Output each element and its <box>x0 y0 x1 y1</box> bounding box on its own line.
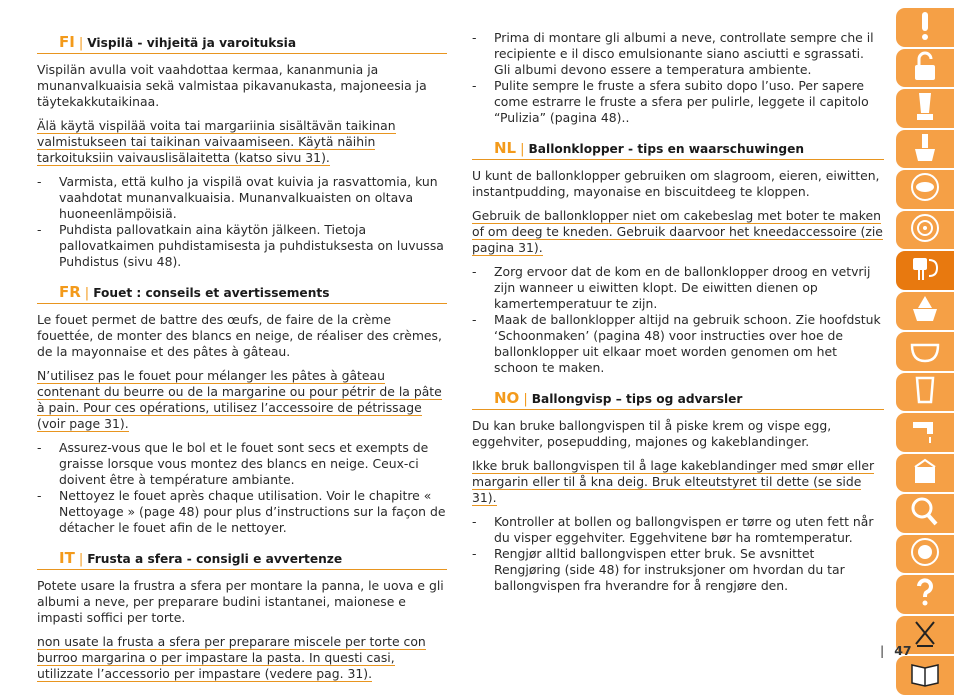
section-title: Fouet : conseils et avertissements <box>93 286 330 300</box>
right-column <box>472 30 884 608</box>
list-item: - Pulite sempre le fruste a sfera subito dopo l’uso. Per sapere come estrarre le fruste a sfera per pulirle, leggete il capitolo “Pulizia” (pagina 48).. <box>472 78 884 126</box>
section-title: Vispilä - vihjeitä ja varoituksia <box>87 36 297 50</box>
heading-separator: | <box>520 142 525 157</box>
section-it <box>37 550 447 682</box>
tab-magnifier <box>896 494 954 533</box>
language-code: IT <box>59 549 75 567</box>
tab-measuring-jug <box>896 373 954 412</box>
section-fr <box>37 284 447 536</box>
bullet-list <box>472 514 884 594</box>
whisk-icon <box>907 252 943 288</box>
padlock-icon <box>907 50 943 86</box>
tab-blender-jug <box>896 89 954 128</box>
bullet-list <box>472 264 884 376</box>
bowl-icon <box>907 333 943 369</box>
tab-storage-box <box>896 454 954 493</box>
list-item: - Puhdista pallovatkain aina käytön jälkeen. Tietoja pallovatkaimen puhdistamisesta ja puhdistuksesta on luvussa Puhdistus (sivu 48). <box>37 222 447 270</box>
section-title: Frusta a sfera - consigli e avvertenze <box>87 552 343 566</box>
crossed-bin-icon <box>907 617 943 653</box>
list-item: - Maak de ballonklopper altijd na gebruik schoon. Zie hoofdstuk ‘Schoonmaken’ (pagina 48) voor instructies over hoe de ballonklopper uit elkaar moet worden genomen om het schoon te maken. <box>472 312 884 376</box>
magnifier-icon <box>907 495 943 531</box>
tap-water-icon <box>907 414 943 450</box>
it-continued-bullets <box>472 30 884 126</box>
warning-text: Älä käytä vispilää voita tai margariinia sisältävän taikinan valmistukseen tai taikinan vaivaamiseen. Käytä näihin tarkoituksiin vaivauslisälaitetta (katso sivu 31). <box>37 118 396 165</box>
intro-paragraph: Du kan bruke ballongvispen til å piske krem og vispe egg, eggehviter, posepudding, majones og kakeblandinger. <box>472 418 832 449</box>
intro-paragraph: Vispilän avulla voit vaahdottaa kermaa, kananmunia ja munanvalkuaisia sekä valmistaa pikavanukasta, majoneesia ja täytekakkutaikinaa. <box>37 62 427 109</box>
world-wide-guarantee-icon <box>907 536 943 572</box>
section-heading <box>37 550 447 570</box>
measuring-jug-icon <box>907 374 943 410</box>
language-code: FR <box>59 283 81 301</box>
section-nl <box>472 140 884 376</box>
blender-base-icon <box>907 131 943 167</box>
bullet-list <box>37 440 447 536</box>
heading-separator: | <box>84 286 90 301</box>
list-item: - Zorg ervoor dat de kom en de ballonklopper droog en vetvrij zijn wanneer u eiwitten klopt. De eiwitten dienen op kamertemperatuur te zijn. <box>472 264 884 312</box>
tab-whisk <box>896 251 954 290</box>
page-number-value: 47 <box>894 643 912 658</box>
section-no <box>472 390 884 594</box>
warning-paragraph <box>37 634 447 682</box>
bullet-list <box>37 174 447 270</box>
chapter-tab-sidebar <box>896 8 954 697</box>
citrus-press-icon <box>907 293 943 329</box>
list-item: - Kontroller at bollen og ballongvispen er tørre og uten fett når du visper eggehviter. Eggehvitene bør ha romtemperatur. <box>472 514 884 546</box>
intro-paragraph: Le fouet permet de battre des œufs, de faire de la crème fouettée, de monter des blancs en neige, de réaliser des crèmes, de la mayonnaise et des pâtes à gâteau. <box>37 312 442 359</box>
question-icon <box>907 576 943 612</box>
warning-text: N’utilisez pas le fouet pour mélanger les pâtes à gâteau contenant du beurre ou de la margarine ou pour pétrir de la pâte à pain. Pour ces opérations, utilisez l’accessoire de pétrissage (voir page 31). <box>37 368 442 431</box>
tab-blender-base <box>896 130 954 169</box>
slicing-disc-icon <box>907 171 943 207</box>
list-item: - Varmista, että kulho ja vispilä ovat kuivia ja rasvattomia, kun vaahdotat munanvalkuaisia. Munanvalkuaisten on oltava huoneenlämpöisiä. <box>37 174 447 222</box>
tab-slicing-disc <box>896 170 954 209</box>
list-item: - Nettoyez le fouet après chaque utilisation. Voir le chapitre « Nettoyage » (page 48) pour plus d’instructions sur la façon de détacher le fouet afin de le nettoyer. <box>37 488 447 536</box>
list-item: - Prima di montare gli albumi a neve, controllate sempre che il recipiente e il disco emulsionante siano asciutti e sgrassati. Gli albumi devono essere a temperatura ambiente. <box>472 30 884 78</box>
exclamation-icon <box>907 9 943 45</box>
warning-paragraph <box>37 118 447 166</box>
warning-text: Ikke bruk ballongvispen til å lage kakeblandinger med smør eller margarin eller til å kna deig. Bruk elteutstyret til dette (se side 31). <box>472 458 875 505</box>
heading-separator: | <box>78 552 84 567</box>
language-code: FI <box>59 33 75 51</box>
language-code: NO <box>494 389 520 407</box>
blender-jug-icon <box>907 90 943 126</box>
section-heading <box>37 284 447 304</box>
intro-paragraph: Potete usare la frustra a sfera per montare la panna, le uova e gli albumi a neve, per preparare budini istantanei, maionese e impasti soffici per torte. <box>37 578 444 625</box>
storage-box-icon <box>907 455 943 491</box>
intro-paragraph: U kunt de ballonklopper gebruiken om slagroom, eieren, eiwitten, instantpudding, mayonaise en biscuitdeeg te kloppen. <box>472 168 880 199</box>
book-icon <box>907 657 943 693</box>
warning-text: non usate la frusta a sfera per preparare miscele per torte con burroo margarina o per impastare la pasta. In questi casi, utilizzate l’accessorio per impastare (vedere pag. 31). <box>37 634 426 681</box>
tab-book <box>896 656 954 695</box>
tab-exclamation <box>896 8 954 47</box>
section-heading <box>472 390 884 410</box>
language-code: NL <box>494 139 517 157</box>
grating-disc-icon <box>907 212 943 248</box>
tab-world-wide-guarantee <box>896 535 954 574</box>
section-title: Ballongvisp – tips og advarsler <box>531 392 743 406</box>
section-fi <box>37 34 447 270</box>
list-item: - Rengjør alltid ballongvispen etter bruk. Se avsnittet Rengjøring (side 48) for instruksjoner om hvordan du tar ballongvispen fra hverandre for å rengjøre den. <box>472 546 884 594</box>
warning-text: Gebruik de ballonklopper niet om cakebeslag met boter te maken of om deeg te kneden. Gebruik daarvoor het kneedaccessoire (zie pagina 31). <box>472 208 883 255</box>
warning-paragraph <box>37 368 447 432</box>
tab-question <box>896 575 954 614</box>
heading-separator: | <box>78 36 84 51</box>
page-number: | 47 <box>880 643 912 658</box>
list-item: - Assurez-vous que le bol et le fouet sont secs et exempts de graisse lorsque vous montez des blancs en neige. Ceux-ci doivent être à température ambiante. <box>37 440 447 488</box>
tab-padlock <box>896 49 954 88</box>
tab-citrus-press <box>896 292 954 331</box>
warning-paragraph <box>472 458 884 506</box>
warning-paragraph <box>472 208 884 256</box>
tab-tap-water <box>896 413 954 452</box>
tab-grating-disc <box>896 211 954 250</box>
section-heading <box>37 34 447 54</box>
tab-bowl <box>896 332 954 371</box>
left-column <box>37 30 447 690</box>
section-title: Ballonklopper - tips en waarschuwingen <box>528 142 805 156</box>
heading-separator: | <box>523 392 528 407</box>
section-heading <box>472 140 884 160</box>
